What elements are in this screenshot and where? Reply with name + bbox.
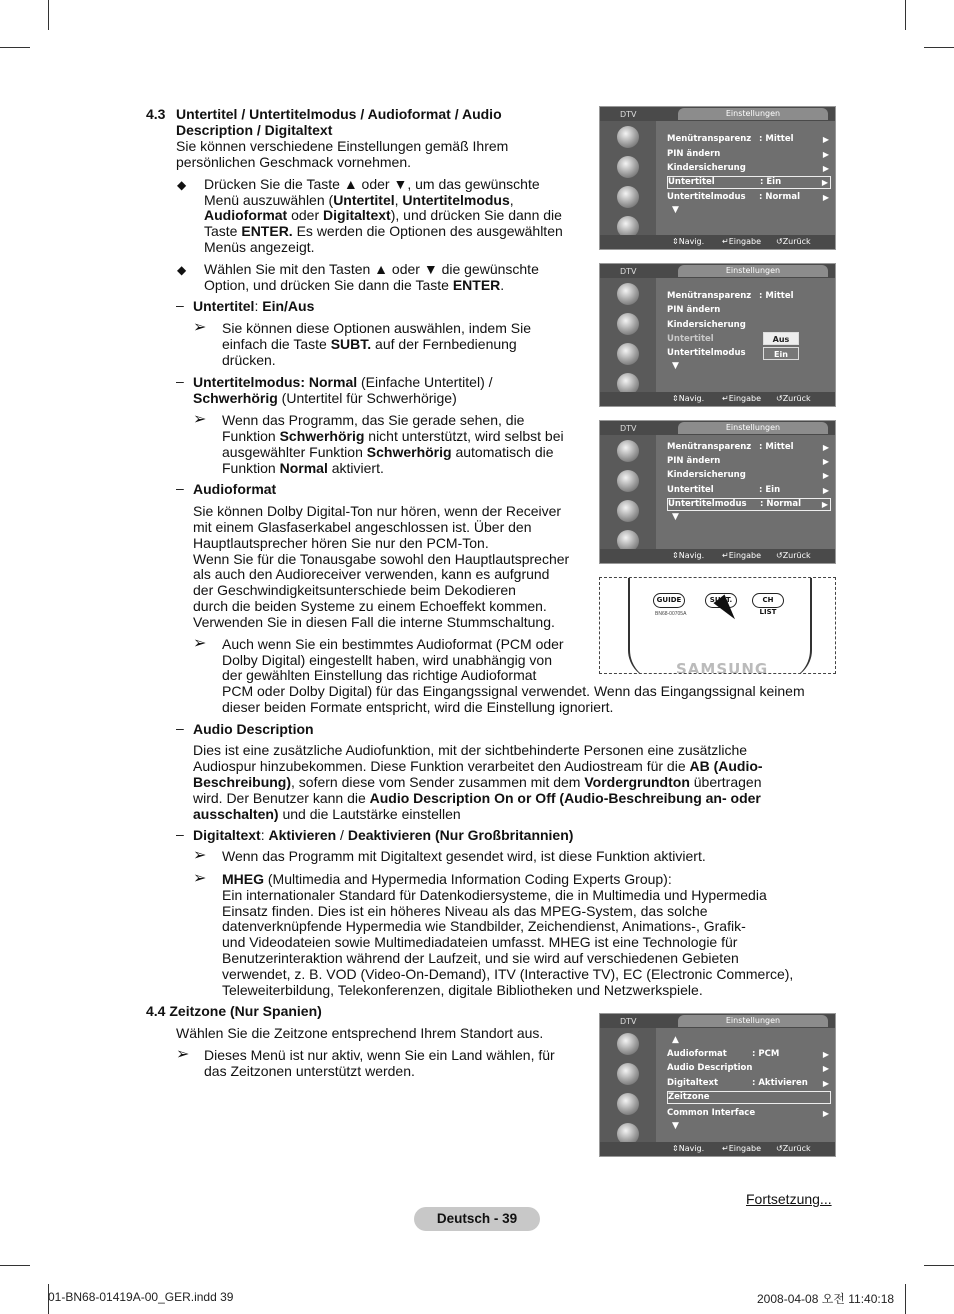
audio-description-line3: Beschreibung), sofern diese vom Sender zusammen mit dem Vordergrundton übertragen	[193, 774, 762, 790]
footer-file-info: 01-BN68-01419A-00_GER.indd 39	[48, 1290, 234, 1304]
audioformat-line: der Geschwindigkeitsunterschiede beim Dekodieren	[193, 582, 516, 598]
untertitelmodus-heading2: Schwerhörig (Untertitel für Schwerhörige)	[193, 390, 457, 406]
picture-icon	[617, 126, 639, 148]
menu-row[interactable]: Kindersicherung ▶	[667, 163, 829, 173]
mheg-line: Ein internationaler Standard für Datenkodiersysteme, die in Multimedia und Hypermedia	[222, 887, 767, 903]
page-number-badge: Deutsch - 39	[414, 1207, 540, 1231]
channel-icon	[617, 500, 639, 522]
mheg-line: Einsatz finden. Dies ist ein höheres Niveau als das MPEG-System, das solche	[222, 903, 708, 919]
samsung-logo: SAMSUNG	[676, 660, 769, 674]
bullet1-line2: Menü auszuwählen (Untertitel, Untertitelmodus,	[204, 192, 514, 208]
note-arrow-icon: ➢	[176, 1046, 190, 1063]
sound-icon	[617, 156, 639, 178]
audioformat-heading: Audioformat	[193, 481, 277, 497]
menu-row[interactable]: Untertitelmodus : Normal ▶	[667, 192, 829, 202]
tv-footer: ⇕ Navig. ↵ Eingabe ↺ Zurück	[600, 549, 835, 563]
note-arrow-icon: ➢	[193, 319, 207, 336]
section-44-note1: Dieses Menü ist nur aktiv, wenn Sie ein Land wählen, für	[204, 1047, 555, 1063]
audioformat-line: Hauptlautsprecher hören Sie nur den PCM-Ton.	[193, 535, 489, 551]
menu-row[interactable]: Digitaltext : Aktivieren ▶	[667, 1078, 829, 1088]
dash-marker: –	[176, 373, 184, 389]
crop-mark	[905, 0, 906, 30]
sound-icon	[617, 470, 639, 492]
bullet2-line1: Wählen Sie mit den Tasten ▲ oder ▼ die gewünschte	[204, 261, 539, 277]
scroll-down-icon: ▼	[672, 361, 679, 371]
subt-button[interactable]: SUBT.	[705, 593, 737, 608]
bullet1-line1: Drücken Sie die Taste ▲ oder ▼, um das gewünschte	[204, 176, 540, 192]
picture-icon	[617, 440, 639, 462]
continuation-text: Fortsetzung...	[746, 1191, 832, 1207]
menu-row[interactable]: PIN ändern ▶	[667, 149, 829, 159]
section-title-line2: Description / Digitaltext	[176, 122, 333, 138]
dash-marker: –	[176, 720, 184, 736]
tv-header: DTV Einstellungen	[600, 1014, 835, 1028]
menu-row-selected[interactable]: Zeitzone	[667, 1091, 831, 1104]
note1-line1: Sie können diese Optionen auswählen, indem Sie	[222, 320, 531, 336]
note-arrow-icon: ➢	[193, 635, 207, 652]
tv-menu-screen-3	[599, 420, 836, 564]
menu-row[interactable]: PIN ändern	[667, 305, 721, 315]
menu-row[interactable]: Audio Description ▶	[667, 1063, 829, 1073]
tv-sidebar	[600, 1028, 656, 1142]
audio-description-line4: wird. Der Benutzer kann die Audio Description On or Off (Audio-Beschreibung an- oder	[193, 790, 761, 806]
mheg-line: datenverknüpfende Hypermedia wie Standbilder, Zeichendienst, Animations-, Grafik-	[222, 918, 746, 934]
menu-row[interactable]: Menütransparenz : Mittel ▶	[667, 134, 829, 144]
audio-description-line5: ausschalten) und die Lautstärke einstellen	[193, 806, 461, 822]
diamond-bullet-icon: ◆	[177, 178, 187, 192]
note2-line1: Wenn das Programm, das Sie gerade sehen, die	[222, 412, 525, 428]
menu-row-selected[interactable]: Untertitel : Ein ▶	[667, 176, 831, 189]
tv-menu-screen-4	[599, 1013, 836, 1157]
section-44-text: Wählen Sie die Zeitzone entsprechend Ihrem Standort aus.	[176, 1025, 544, 1041]
menu-row-selected[interactable]: Untertitelmodus : Normal ▶	[667, 498, 831, 511]
audioformat-line: durch die beiden Systeme zu einem Echoeffekt kommen.	[193, 598, 547, 614]
untertitel-heading: Untertitel: Ein/Aus	[193, 298, 315, 314]
menu-row[interactable]: Menütransparenz : Mittel	[667, 291, 794, 301]
note3-line: Dolby Digital) eingestellt haben, wird unabhängig von	[222, 652, 552, 668]
audioformat-line: als auch den Audioreceiver verwenden, kann es aufgrund	[193, 566, 550, 582]
tv-sidebar	[600, 435, 656, 549]
mheg-line1: MHEG (Multimedia and Hypermedia Information Coding Experts Group):	[222, 871, 672, 887]
tv-footer: ⇕ Navig. ↵ Eingabe ↺ Zurück	[600, 392, 835, 406]
tv-menu-screen-2	[599, 263, 836, 407]
scroll-down-icon: ▼	[672, 205, 679, 215]
scroll-up-icon: ▲	[672, 1035, 679, 1045]
menu-row[interactable]: Untertitel : Ein ▶	[667, 485, 829, 495]
mheg-line: verwendet, z. B. VOD (Video-On-Demand), ITV (Interactive TV), EC (Electronic Commerce),	[222, 966, 794, 982]
audioformat-line: Sie können Dolby Digital-Ton nur hören, wenn der Receiver	[193, 503, 562, 519]
audioformat-line: Wenn Sie für die Tonausgabe sowohl den Hauptlautsprecher	[193, 551, 570, 567]
mheg-line: Teleweiterbildung, Telekonferenzen, digitale Bibliotheken und Netzwerkspiele.	[222, 982, 703, 998]
note3-line: dieser beiden Formate entspricht, wird die Einstellung ignoriert.	[222, 699, 614, 715]
crop-mark	[48, 0, 49, 30]
note5-line: Wenn das Programm mit Digitaltext gesendet wird, ist diese Funktion aktiviert.	[222, 848, 706, 864]
note2-line4: Funktion Normal aktiviert.	[222, 460, 384, 476]
audio-description-line1: Dies ist eine zusätzliche Audiofunktion, mit der sichtbehinderte Personen eine zusätzliche	[193, 742, 748, 758]
note3-line: PCM oder Dolby Digital) für das Eingangssignal verwendet. Wenn das Eingangssignal keinem	[222, 683, 805, 699]
tv-sidebar	[600, 278, 656, 392]
note-arrow-icon: ➢	[193, 870, 207, 887]
note1-line3: drücken.	[222, 352, 276, 368]
bullet1-line4: Taste ENTER. Es werden die Optionen des ausgewählten	[204, 223, 563, 239]
note3-line: der gewählten Einstellung das richtige Audioformat	[222, 667, 537, 683]
scroll-down-icon: ▼	[672, 1121, 679, 1131]
intro-line2: persönlichen Geschmack vornehmen.	[176, 154, 412, 170]
note3-line: Auch wenn Sie ein bestimmtes Audioformat (PCM oder	[222, 636, 564, 652]
scroll-down-icon: ▼	[672, 512, 679, 522]
crop-mark	[905, 1284, 906, 1314]
guide-button[interactable]: GUIDE	[653, 593, 685, 608]
tv-header: DTV Einstellungen	[600, 421, 835, 435]
untertitelmodus-heading1: Untertitelmodus: Normal (Einfache Untertitel) /	[193, 374, 493, 390]
tv-footer: ⇕ Navig. ↵ Eingabe ↺ Zurück	[600, 1142, 835, 1156]
picture-icon	[617, 283, 639, 305]
audioformat-line: mit einem Glasfaserkabel angeschlossen ist. Über den	[193, 519, 532, 535]
bullet2-line2: Option, und drücken Sie dann die Taste ENTER.	[204, 277, 505, 293]
menu-row[interactable]: Kindersicherung ▶	[667, 470, 829, 480]
sound-icon	[617, 313, 639, 335]
bullet1-line5: Menüs angezeigt.	[204, 239, 315, 255]
tv-menu-screen-1	[599, 106, 836, 250]
digitaltext-heading: Digitaltext: Aktivieren / Deaktivieren (Nur Großbritannien)	[193, 827, 574, 843]
crop-mark	[924, 1265, 954, 1266]
crop-mark	[0, 1265, 30, 1266]
audio-description-heading: Audio Description	[193, 721, 314, 737]
note-arrow-icon: ➢	[193, 411, 207, 428]
dash-marker: –	[176, 826, 184, 842]
picture-icon	[617, 1033, 639, 1055]
tv-header: DTV Einstellungen	[600, 107, 835, 121]
note1-line2: einfach die Taste SUBT. auf der Fernbedienung	[222, 336, 517, 352]
remote-illustration	[599, 577, 836, 674]
channel-icon	[617, 186, 639, 208]
audioformat-line: Verwenden Sie in diesen Fall die interne Stummschaltung.	[193, 614, 555, 630]
footer-timestamp: 2008-04-08 오전 11:40:18	[757, 1292, 895, 1306]
menu-row[interactable]: Untertitel	[667, 334, 714, 344]
tv-sidebar	[600, 121, 656, 235]
sound-icon	[617, 1063, 639, 1085]
section-title-line1: Untertitel / Untertitelmodus / Audioformat / Audio	[176, 106, 502, 122]
remote-code: BN68-00705A	[655, 611, 687, 617]
dash-marker: –	[176, 480, 184, 496]
tv-header: DTV Einstellungen	[600, 264, 835, 278]
channel-icon	[617, 1093, 639, 1115]
mheg-line: Benutzerinteraktion während der Laufzeit, und sie wird auf verschiedenen Gebieten	[222, 950, 739, 966]
menu-row[interactable]: Kindersicherung	[667, 320, 746, 330]
chlist-button[interactable]: CH LIST	[752, 593, 784, 608]
section-44-note2: das Zeitzonen unterstützt werden.	[204, 1063, 415, 1079]
intro-line1: Sie können verschiedene Einstellungen gemäß Ihrem	[176, 138, 509, 154]
section-44-title: 4.4 Zeitzone (Nur Spanien)	[146, 1003, 322, 1019]
note-arrow-icon: ➢	[193, 847, 207, 864]
option-aus[interactable]: Aus	[763, 332, 799, 345]
crop-mark	[0, 47, 30, 48]
note2-line2: Funktion Schwerhörig nicht unterstützt, wird selbst bei	[222, 428, 564, 444]
audio-description-line2: Audiospur hinzubekommen. Diese Funktion verarbeitet den Audiostream für die AB (Audio-	[193, 758, 763, 774]
option-ein[interactable]: Ein	[763, 347, 799, 360]
section-number: 4.3	[146, 106, 166, 122]
crop-mark	[924, 47, 954, 48]
menu-row[interactable]: Audioformat : PCM ▶	[667, 1049, 829, 1059]
bullet1-line3: Audioformat oder Digitaltext), und drücken Sie dann die	[204, 207, 562, 223]
option-popup	[763, 332, 799, 362]
note2-line3: ausgewählter Funktion Schwerhörig automatisch die	[222, 444, 554, 460]
diamond-bullet-icon: ◆	[177, 263, 187, 277]
menu-row[interactable]: Untertitelmodus	[667, 348, 746, 358]
menu-row[interactable]: PIN ändern ▶	[667, 456, 829, 466]
channel-icon	[617, 343, 639, 365]
dash-marker: –	[176, 297, 184, 313]
mheg-line: und Videodateien sowie Multimediadateien umfasst. MHEG ist eine Technologie für	[222, 934, 738, 950]
menu-row[interactable]: Menütransparenz : Mittel ▶	[667, 442, 829, 452]
menu-row[interactable]: Common Interface ▶	[667, 1108, 829, 1118]
tv-footer: ⇕ Navig. ↵ Eingabe ↺ Zurück	[600, 235, 835, 249]
